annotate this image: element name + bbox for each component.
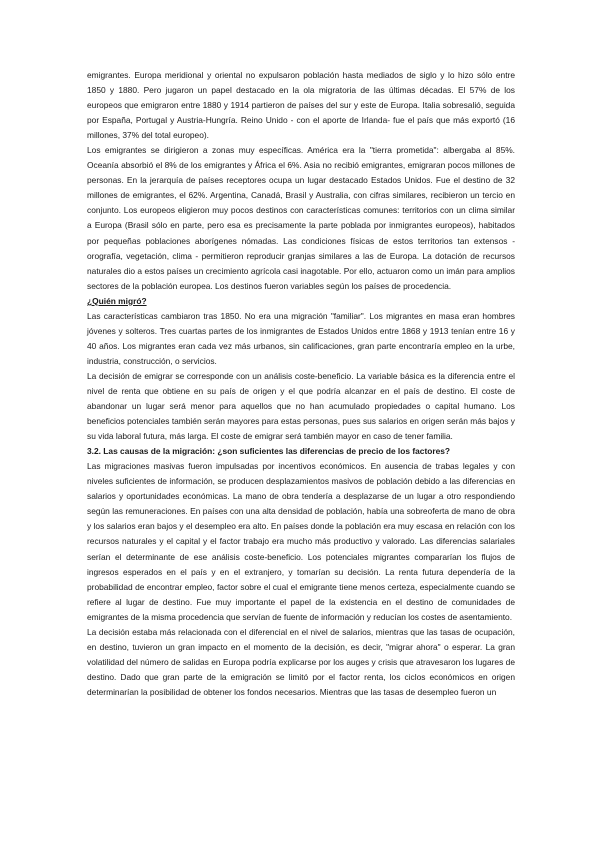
paragraph: Los emigrantes se dirigieron a zonas muy específicas. América era la "tierra prometida": albergaba al 85%. Oceanía absorbió el 8% de los emigrantes y África el 6%. Asia no recibió emigrantes, emigraran pocos millones de personas. En la jerarquía de países receptores ocupa un lugar destacado Estados Unidos. Fue el destino de 32 millones de emigrantes, el 62%. Argentina, Canadá, Brasil y Australia, con cifras similares, recibieron un tercio en conjunto. Los europeos eligieron muy pocos destinos con características comunes: territorios con un clima similar a Europa (Brasil sólo en parte, pero esa es precisamente la parte poblada por inmigrantes europeos), habitados por pequeñas poblaciones aborígenes nómadas. Las condiciones físicas de estos territorios tan extensos - orografía, vegetación, clima - permitieron reproducir granjas similares a las de Europa. La dotación de recursos naturales dio a estos países un crecimiento agrícola casi inagotable. Por ello, actuaron como un imán para amplios sectores de la población europea. Los destinos fueron variables según los países de procedencia. <box>87 145 515 291</box>
paragraph: La decisión estaba más relacionada con el diferencial en el nivel de salarios, mientras que las tasas de ocupación, en destino, tuvieron un gran impacto en el momento de la decisión, es decir, "migrar ahora" o esperar. La gran volatilidad del número de salidas en Europa podría explicarse por los auges y crisis que atravesaron los lugares de destino. Dado que gran parte de la emigración se limitó por el factor renta, los ciclos económicos en origen determinarían la posibilidad de obtener los fondos necesarios. Mientras que las tasas de desempleo fueron un <box>87 626 515 697</box>
paragraph: Las migraciones masivas fueron impulsadas por incentivos económicos. En ausencia de trabas legales y con niveles suficientes de información, se producen desplazamientos masivos de población debido a las diferencias en salarios y oportunidades económicas. La mano de obra tendería a desplazarse de un lugar a otro respondiendo según las remuneraciones. En países con una alta densidad de población, había una sobreoferta de mano de obra y los salarios eran bajos y el desempleo era alto. En países donde la población era muy escasa en relación con los recursos naturales y el capital y el factor trabajo era mucho más productivo y valorado. Las diferencias salariales serían el determinante de ese análisis coste-beneficio. Los potenciales migrantes compararían los flujos de ingresos esperados en el país y en el extranjero, y tomarían su decisión. La renta futura dependería de la probabilidad de encontrar empleo, factor sobre el cual el emigrante tiene menos certeza, especialmente cuando se refiere al lugar de destino. Fue muy importante el papel de la existencia en el destino de comunidades de emigrantes de la misma procedencia que servían de fuente de información y reducían los costes de asentamiento. <box>87 461 515 622</box>
section-heading: 3.2. Las causas de la migración: ¿son suficientes las diferencias de precio de los factores? <box>87 446 451 457</box>
heading-who-migrated: ¿Quién migró? <box>87 295 147 306</box>
document-page <box>87 68 515 700</box>
paragraph: La decisión de emigrar se corresponde con un análisis coste-beneficio. La variable básica es la diferencia entre el nivel de renta que obtiene en su país de origen y el que podría alcanzar en el país de destino. El coste de abandonar un lugar será menor para aquellos que no han acumulado propiedades o capital humano. Los beneficios potenciales también serán mayores para estas personas, pues sus salarios en origen serán más bajos y su vida laboral futura, más larga. El coste de emigrar será también mayor en caso de tener familia. <box>87 370 515 442</box>
paragraph: Las características cambiaron tras 1850. No era una migración "familiar". Los migrantes en masa eran hombres jóvenes y solteros. Tres cuartas partes de los inmigrantes de Estados Unidos entre 1868 y 1913 tenían entre 16 y 40 años. Los migrantes eran cada vez más urbanos, sin calificaciones, gran parte encontraría empleo en la urbe, industria, construcción, o servicios. <box>87 310 515 366</box>
paragraph: emigrantes. Europa meridional y oriental no expulsaron población hasta mediados de siglo y lo hizo sólo entre 1850 y 1880. Pero jugaron un papel destacado en la ola migratoria de las últimas décadas. El 57% de los europeos que emigraron entre 1880 y 1914 partieron de países del sur y este de Europa. Italia sobresalió, seguida por España, Portugal y Austria-Hungría. Reino Unido - con el aporte de Irlanda- fue el país que más exportó (16 millones, 37% del total europeo). <box>87 70 515 141</box>
